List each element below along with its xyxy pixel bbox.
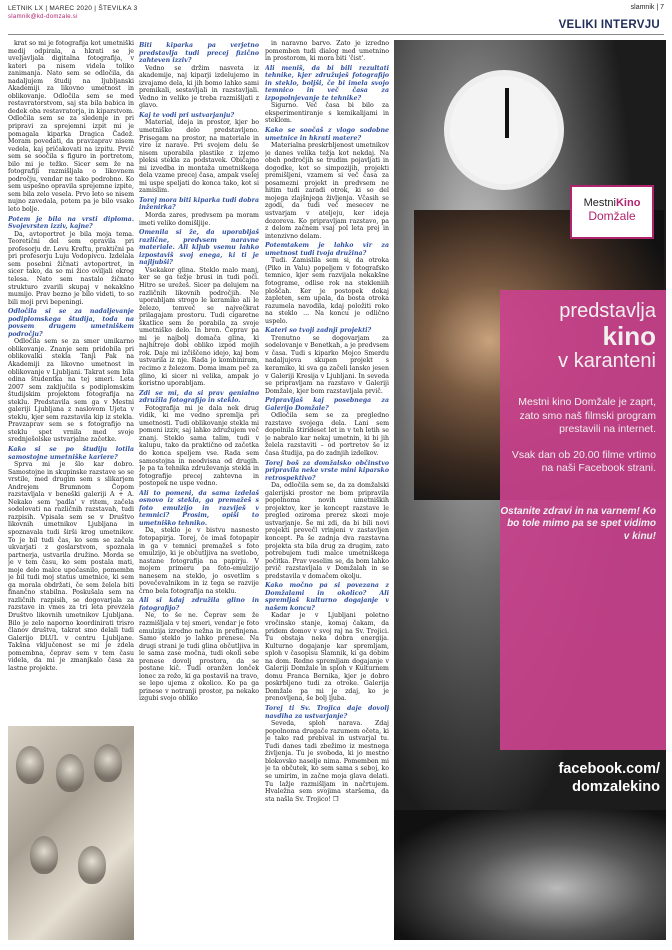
cinema-advertisement [394,40,666,940]
interview-question: Kako si se po študiju lotila samostojne umetniške kariere? [8,445,134,461]
interview-question: Torej ti Sv. Trojica daje dovolj navdiha za ustvarjanje? [265,705,389,720]
interview-question: Ali to pomeni, da sama izdelaš osnovo iz stekla, ga premažeš s foto emulzijo in razviješ v temnici? Prosim, opiši to umetniško tehniko. [139,489,259,527]
interview-answer: Morda zares, predvsem pa moram imeti veliko domišljije. [139,212,259,227]
interview-question: Kaj te vodi pri ustvarjanju? [139,111,235,119]
audience-image [394,810,666,940]
header-rule [8,34,664,35]
logo-prefix: Mestni [583,197,616,209]
interview-question: Zdi se mi, da si prav genialno združila fotografijo in steklo. [139,389,259,405]
interview-answer: Seveda, sploh narava. Zdaj popolnoma drugače razumem očeta, ki je tako rad prebival in ustvarjal tu. Tudi danes tadi zbežimo iz mestnega življenja. Tu je svoboda, ki jo mestno blokovsko naselje nima. Pomemben mi je ta občutek, ko sem sama s seboj, ko se umirim, in začne moja glava delati. Tu lažje razmišljam in načrtujem. Hvaležna sem svojima staršema, da sta našla Sv. Trojico! ❐ [265,720,389,803]
interview-answer: Vsekakor glina. Steklo malo manj, ker se ga težje brusi in tudi poči. Hitro se urežeš. Sicer pa delujem na različnih likovnih področjih. Ne uporabljam strogo le keramiko ali le železo, temveč se največkrat prilagajam prostoru. Tudi cigaretne škatlice sem že porabila za svoje umetniško delo. In bron. Čeprav pa mi je najbolj domača glina, ki najhitreje dobi obliko izpod mojih rok. Daje mi izčiščeno idejo, kaj bom ustvarila iz nje. Rada jo kombiniram, recimo z železom. Doma imam peč za glino, ki sicer ni velika, ampak jo koristno uporabljam. [139,266,259,388]
facebook-link[interactable] [490,760,660,796]
interview-question: Kako močno pa si povezana z Domžalami in okolico? Ali spremljaš kulturno dogajanje v našem koncu? [265,582,389,612]
interview-answer: Odločila sem se za pregledno razstavo svojega dela. Lani sem dopolnila štirideset let in v teh letih se je nabralo kar nekaj umetnin, ki bi jih želela razstaviti – od portretov še iz časa študija, pa do zadnjih izdelkov. [265,412,389,457]
interview-answer: Kadar je v Ljubljani poletno vročinsko stanje, komaj čakam, da pridem domov v svoj raj na Sv. Trojici. Tu obstaja neka dobra energija. Kulturno dogajanje kar spremljam, sploh v časopisu Slamnik, ki ga dobim na dom. Redno spremljam dogajanje v Galeriji Domžale in sploh v Kulturnem domu Franca Bernika, kjer je dobro poskrbljeno tudi za otroke. Galerija Domžale pa mi je zdaj, ko je prenovljena, še bolj ljuba. [265,612,389,703]
issue-line: LETNIK LX | MAREC 2020 | ŠTEVILKA 3 [8,5,138,12]
glass-portrait-4 [30,836,58,874]
ad-text-2: Vsak dan ob 20.00 filme vrtimo na naši Facebook strani. [511,448,656,474]
interview-answer: Material, ideja in prostor, kjer bo umetniško delo predstavljeno. Prisegam na prostor, na materiale in vire iz narave. Pri svojem delu še nisem uporabila plastike z izjemo pleksi stekla za podstavek. Običajno mi izvedba in montaža umetniškega dela vzame precej časa, ampak vselej mi uspe speljati do konca tako, kot si zamislim. [139,119,259,195]
interview-question: Omenila si že, da uporabljaš različne, predvsem naravne materiale. Ali kljub vsemu lahko izpostaviš svoj enega, ki ti je najljubši? [139,229,259,267]
ad-headline-1: predstavlja [559,300,656,322]
interview-answer: Tudi. Zamislila sem si, da otroka (Piko in Valu) popeljem v fotografsko temnico, kjer sem razvijala nekakšne fotograme, odlise rok na stekleniih ploščah. Ker je postopek dokaj zapleten, sem upala, da bosta otroka razumela navodila, kdaj položiti roko na steklo ... Na koncu je odlično uspelo. [265,257,389,325]
clock-image [444,70,564,190]
ad-italic-text: Ostanite zdravi in na varnem! Ko bo tole mimo pa se spet vidimo v kinu! [500,505,656,542]
interview-question: Odločila si se za nadaljevanje podiplomskega študija, toda na povsem drugem umetniškem področju? [8,308,134,338]
logo-town: Domžale [588,209,636,223]
interview-question: Ali si kdaj združila glino in fotografijo? [139,597,259,612]
email-line: slamnik@kd-domzale.si [8,14,78,20]
interview-question: Pripravljaš kaj posebnega za Galerijo Domžale? [265,397,389,412]
interview-answer: Da, avtoportret je bila moja tema. Teoretični del sem opravila pri profesorju dr. Levu Kreftu, praktični pa pri profesorju Luju Vodopivcu. Izdelala sem posebni žičnati avtoportret, in sicer tako, da so mi žico oviljali okrog telesa. Nato sem nastalo žičnato strukturo zvarili skupaj v nekakšno mumijo. Prav bezno je bilo videti, to so bili moji prvi bepeningi. [8,230,134,306]
ad-message-panel [500,290,666,750]
interview-question: Torej mora biti kiparka tudi dobra inženirka? [139,196,259,212]
article-column-3 [265,40,389,937]
page-number: slamnik | 7 [630,4,664,11]
kino-logo [570,185,654,239]
interview-question: Ali meniš, da bi bili rezultati tehnike, kjer združuješ fotografijo in steklo, boljši, če bi imela svojo temnico in več časa za izpopolnjevanje te tehnike? [265,64,389,102]
glass-portrait-1 [16,746,44,784]
interview-answer: Da, odločila sem se, da za domžalski galerijski prostor ne bom pripravila popolnoma novih umetniških projektov, ker je koncept razstave le pregled oziroma prerez skozi moje ustvarjanje. Še mi zdi, da bi bili novi projekti prevečl vrinjeni v zastavljen koncept. Pa še zadnja dva razstavna projekta sta bila drug za drugim, zato potrebujem tudi malce umetniškega počitka. Prav veselim se, da bom lahko prvič razstavljala v Domžalah in se predstavila v domačem okolju. [265,482,389,580]
interview-answer: Vedno se držim nasveta iz akademije, naj kiparji izdelujemo in izvajamo dela, ki jih bomo lahko sami premikali, sestavljali in razstavljali. Vedno in veliko je treba razmišljati z glavo. [139,64,259,110]
interview-answer: Sigurno. Več časa bi bilo za eksperimentiranje s kemikalijami in steklom. [265,102,389,125]
interview-answer: Trenutno se dogovarjam za sodelovanje v Benetkah, a je predvsem v časa. Tudi s kiparko Mojco Smerdu nadaljujeva skupen projekt s keramiko, ki sva ga začeli lansko jesen v Galeriji Kresija v Ljubljani. In seveda se pripravljam na razstavo v Galeriji Domžale, kjer bom razstavljala prvič. [265,334,389,395]
glass-portrait-2 [56,754,84,792]
ad-headline-2: kino [602,321,656,351]
interview-question: Kateri so tvoji zadnji projekti? [265,327,372,335]
interview-answer: Materialna preskrbljenost umetnikov je danes velika težja kot nekdaj. Na obeh področjih se trudim pojavljati in dogodke, kot so simpozijih, projekti premišljeni, vzamem si več časa za posamezni projekt in predvsem ne hitim tudi zaradi otrok, ki so del mojega zlajšnjega življenja. Včasih se zgodi, da tudi več mesecev ne ustvarjam v ateljeju, ker ideja dozoreva. Ko pripravljam razstavo, pa z delom začnem vsaj pol leta prej in intenzivno delam. [265,142,389,240]
interview-answer: Da, steklo je v bistvu nasnesto fotopapirja. Torej, če imaš fotopapir in ga v temnici premažeš s foto emulzijo, ki je občutljiva na svetlobo, nastane fotografija na papirju. V mojem primeru pa foto-emulzijo nanesem na steklo, jo osvetlim s povečevalnikom in iz tega se razvije črno bela fotografija na steklu. [139,527,259,595]
interview-question: Potem je bila na vrsti diploma. Svojevrsten izziv, kajne? [8,215,134,231]
interview-question: Kako se soočaš z vlogo sodobne umetnice in hkrati matere? [265,127,389,142]
glass-portrait-5 [78,846,106,884]
ad-headline-3: v karanteni [558,350,656,372]
interview-question: Potemtakem je lahko vir za umetnost tudi tvoja družina? [265,242,389,257]
interview-answer: Odločila sem se za smer umikarno oblikovanje. Znanje sem pridobila pri oblikovalki stekla Tanji Pak na Akademiji za likovno umetnost in oblikovanje v Ljubljani. Takrat sem bila edina študentka na tej smeri. Leta 2007 sem zaključila s podiplomskim študijskim projektom fotografija na steklu. Predstavila sem ga v Mestni galeriji Ljubljana z naslovom Ujeta v steklu, kjer sem razstavila kip iz stekla. Pravzaprav sem se s fotografijo na steklu spet vrnila med svoje srednješolske ustvarjalne začetke. [8,338,134,444]
ad-text-1: Mestni kino Domžale je zaprt, zato smo naš filmski program prestavili na internet. [518,396,656,435]
interview-answer: Fotografija mi je dala nek drug vidik, ki me vedno spremlja pri umetnosti. Tudi oblikovanje stekla mi pomeni izziv, saj lahko združujem več znanj. Steklo sama talim, tudi v kalupu, tako da praktično od začetka do konca speljem vse. Rada sem samostojna in neodvisna od drugih. Je pa ta tehnika združevanja stekla in fotografije precej zahtevna in postopek ne uspe vedno. [139,404,259,488]
fb-line-2: domzalekino [572,779,660,795]
glass-portrait-3 [94,744,122,782]
interview-answer: Sprva mi je šlo kar dobro. Samostojne in skupinske razstave so se vrstile, med drugim sem s slikarjem Andrejem Brumnom Čopom razstavljala v beneški galeriji A + A. Nekako sem 'padla' v ritem, začela sodelovati na različnih razstavah, tudi razpisih. Vpisala sem se v Društvo likovnih umetnikov Ljubljana in spoznavala tudi širši krog umetnikov. To je bil tudi čas, ko sem se začela ukvarjati z goslarstvom, spoznala partnerja, ustvarila družino. Morda se je v tem času, ko sem postala mati, moje delo malce upočasnilo, pomembn je bil tudi moj status umetnice, ki sem ga morala obdržati, če sem želela biti finančno stabilna. Poskušala sem na različnih razpisih, se dogovarjala za razstave in vmes za tri leta prevzela Društvo likovnih umetnikov Ljubljana. Bilo je zelo naporno koordinirati trisro članov društva, takrat smo delali tudi Galerijo DLUL v centru Ljubljane. Takšna vključenost se mi je zdela pomembna, čeprav sem v tem času videla, da mi je zmanjkalo časa za lastne projekte. [8,461,134,672]
interview-question: Torej boš za domžalsko občinstvo pripravila neke vrste mini kiparsko retrospektivo? [265,459,389,482]
interview-question: Biti kiparka pa verjetno predstavlja tudi precej fizično zahteven izziv? [139,42,259,65]
article-column-2 [139,40,259,937]
sculpture-photo [8,726,134,940]
logo-kino: Kino [615,197,641,209]
section-title: VELIKI INTERVJU [558,19,660,31]
interview-answer: Ne, to še ne. Čeprav sem že razmišljala v tej smeri, vendar je foto emulzija izredno nežna in prefinjena. Samo steklo jo lahko prenese. Na drugi strani je tudi glina občutljiva in le sama zase močna, tudi okoli sebe prenese dovolj prostora, da se postane kič. Tudi oranžen lonček lonec za rožo, ki ga postaviš na travo, se lepo ujema z okolico. Ko pa ga prinese v notranji prostor, pa nekako izgubi svojo obliko [139,612,259,703]
fb-line-1: facebook.com/ [558,761,660,777]
interview-answer: krat so mi je fotografija kot umetniški medij odpirala, a hkrati se je uveljavljala digitalna fotografija, v kateri pa nisem videla toliko zanimanja. Nato sem se odločila, da nadaljujem študij na ljubljanski Akademiji za likovno umetnost in oblikovanje. Odločila sem se med restavratorstvom, saj sta bila babica in dedek oba restavratorja, in kiparstvom. Odločila sem se za sledenje in pri pripravi za sprejemni izpit mi je pomagala kiparka Dragica Čadež. Moram povedati, da pravzaprav nisem vedela, kaj pričakovati na izpitu. Prvič sem se soočila s figuro in portretom, bilo mi je težko. Sicer sem že na fotografiji razmišljala o likovnem področju, vendar ne tako podrobno. Ko sem uspešno opravila sprejemne izpite, sem bila zelo vesela. Prvo leto se nisem nujno zavedala, potem pa je bilo vsako leto bolje. [8,40,134,214]
interview-answer: in naravno barvo. Zato je izredno pomemben tudi dialog med umetnino in prostorom, ki mora biti 'čist'. [265,40,389,63]
issue-info [8,5,137,20]
article-column-1 [8,40,134,716]
